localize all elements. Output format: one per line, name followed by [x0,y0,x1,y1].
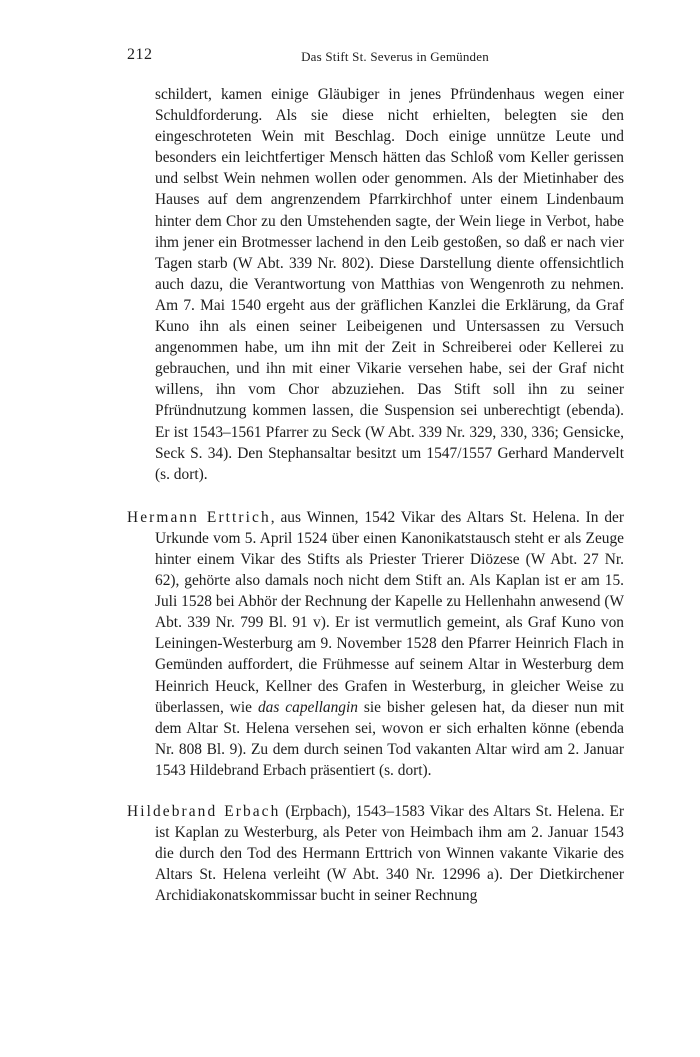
entry-hermann-erttrich [127,507,624,781]
entry-text: , aus Winnen, 1542 Vikar des Altars St. Helena. In der Urkunde vom 5. April 1524 über einen Kanonikatstausch steht er als Zeuge hinter einem Vikar des Stifts als Priester Trierer Diözese (W Abt. 27 Nr. 62), gehörte also damals noch nicht dem Stift an. Als Kaplan ist er am 15. Juli 1528 bei Abhör der Rechnung der Kapelle zu Hellenhahn anwesend (W Abt. 339 Nr. 799 Bl. 91 v). Er ist vermutlich gemeint, als Graf Kuno von Leiningen-Westerburg am 9. November 1528 den Pfarrer Heinrich Flach in Gemünden auffordert, die Frühmesse auf seinem Altar in Westerburg dem Heinrich Heuck, Kellner des Grafen in Westerburg, in gleicher Weise zu überlassen, wie [155,508,624,716]
paragraph-gap [127,485,624,507]
entry-name: Hildebrand Erbach [127,803,281,820]
paragraph-gap [127,781,624,801]
page-number: 212 [127,46,153,63]
entry-name: Hermann Erttrich [127,508,271,526]
entry-text: (Erpbach), 1543–1583 Vikar des Altars St. Helena. Er ist Kaplan zu Westerburg, als Peter von Heimbach ihm am 2. Januar 1543 die durch den Tod des Hermann Erttrich von Winnen vakante Vikarie des Altars St. Helena verleiht (W Abt. 340 Nr. 12996 a). Der Dietkirchener Archidiakonatskommissar bucht in seiner Rechnung [155,803,624,905]
continued-paragraph: schildert, kamen einige Gläubiger in jenes Pfründenhaus wegen einer Schuldforderung. Als sie diese nicht erhielten, belegten sie den eingeschroteten Wein mit Beschlag. Doch einige unnütze Leute und besonders ein leichtfertiger Mensch hätten das Schloß vom Keller gerissen und selbst Wein nehmen wollen oder genommen. Als der Mietinhaber des Hauses auf dem angrenzendem Pfarrkirchhof unter einem Lindenbaum hinter dem Chor zu den Umstehenden sagte, der Wein liege in Verbot, habe ihm jener ein Brotmesser lachend in den Leib gestoßen, so daß er nach vier Tagen starb (W Abt. 339 Nr. 802). Diese Darstellung diente offensichtlich auch dazu, die Verantwortung von Matthias von Wengenroth zu nehmen. Am 7. Mai 1540 ergeht aus der gräflichen Kanzlei die Erklärung, da Graf Kuno ihn als einen seiner Leibeigenen und Untersassen zu Versuch angenommen habe, um ihn mit der Zeit in Schreiberei oder Kellerei zu gebrauchen, und ihn mit einer Vikarie versehen habe, sei der Graf nicht willens, ihn vom Chor abzuziehen. Das Stift soll ihn zu seiner Pfründnutzung kommen lassen, die Suspension sei unberechtigt (ebenda). Er ist 1543–1561 Pfarrer zu Seck (W Abt. 339 Nr. 329, 330, 336; Gensicke, Seck S. 34). Den Stephansaltar besitzt um 1547/1557 Gerhard Mandervelt (s. dort). [155,86,624,483]
body-text [127,84,624,906]
entry-text-continued: sie bisher gelesen hat, da dieser nun mit dem Altar St. Helena versehen sei, wovon er sich erhalten könne (ebenda Nr. 808 Bl. 9). Zu dem durch seinen Tod vakanten Altar wird am 2. Januar 1543 Hildebrand Erbach präsentiert (s. dort). [155,698,624,779]
entry-hildebrand-erbach [127,801,624,906]
running-title: Das Stift St. Severus in Gemünden [301,49,489,64]
entry-italic-quote: das capellangin [257,698,358,716]
